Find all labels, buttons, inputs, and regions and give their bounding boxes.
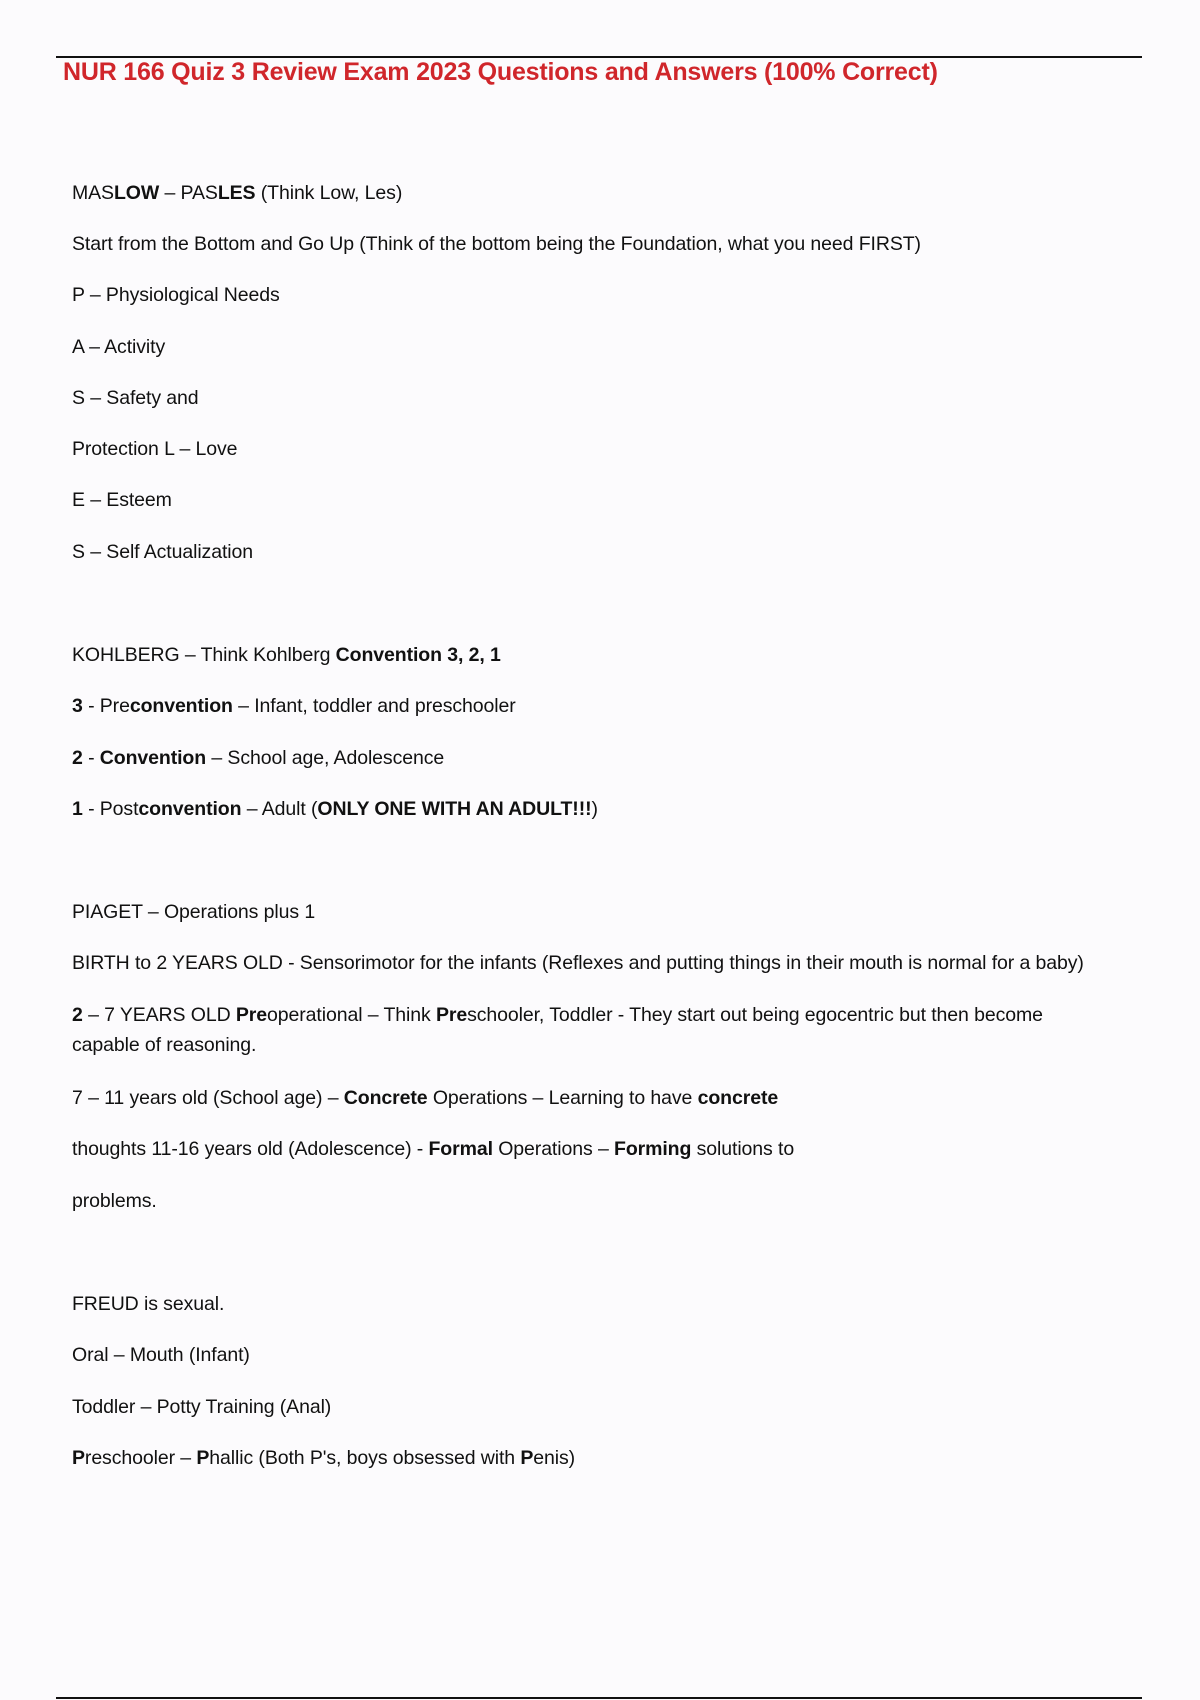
maslow-item-a: A – Activity <box>72 336 166 358</box>
maslow-item-p: P – Physiological Needs <box>72 284 280 306</box>
kohlberg-heading: KOHLBERG – Think Kohlberg Convention 3, 2, 1 <box>72 644 501 666</box>
maslow-intro: Start from the Bottom and Go Up (Think of the bottom being the Foundation, what you need FIRST) <box>72 233 921 255</box>
piaget-preoperational: 2 – 7 YEARS OLD Preoperational – Think Preschooler, Toddler - They start out being egocentric but then become capable of reasoning. <box>72 1004 1043 1056</box>
document-title: NUR 166 Quiz 3 Review Exam 2023 Questions and Answers (100% Correct) <box>63 58 938 86</box>
piaget-sensorimotor: BIRTH to 2 YEARS OLD - Sensorimotor for the infants (Reflexes and putting things in their mouth is normal for a baby) <box>72 952 1084 974</box>
maslow-item-s2: S – Self Actualization <box>72 541 253 563</box>
maslow-item-e: E – Esteem <box>72 489 172 511</box>
freud-oral: Oral – Mouth (Infant) <box>72 1344 250 1366</box>
maslow-heading: MASLOW – PASLES (Think Low, Les) <box>72 182 403 204</box>
kohlberg-level-2: 2 - Convention – School age, Adolescence <box>72 747 445 769</box>
piaget-problems: problems. <box>72 1190 157 1212</box>
piaget-heading: PIAGET – Operations plus 1 <box>72 901 316 923</box>
maslow-item-protection: Protection L – Love <box>72 438 238 460</box>
piaget-formal: thoughts 11-16 years old (Adolescence) - Formal Operations – Forming solutions to <box>72 1138 795 1160</box>
freud-toddler: Toddler – Potty Training (Anal) <box>72 1396 332 1418</box>
maslow-item-s: S – Safety and <box>72 387 199 409</box>
kohlberg-level-1: 1 - Postconvention – Adult (ONLY ONE WITH AN ADULT!!!) <box>72 798 598 820</box>
freud-preschooler: Preschooler – Phallic (Both P's, boys obsessed with Penis) <box>72 1447 576 1469</box>
kohlberg-level-3: 3 - Preconvention – Infant, toddler and preschooler <box>72 695 516 717</box>
freud-heading: FREUD is sexual. <box>72 1293 225 1315</box>
piaget-concrete: 7 – 11 years old (School age) – Concrete Operations – Learning to have concrete <box>72 1087 779 1109</box>
bottom-rule <box>56 1697 1142 1699</box>
